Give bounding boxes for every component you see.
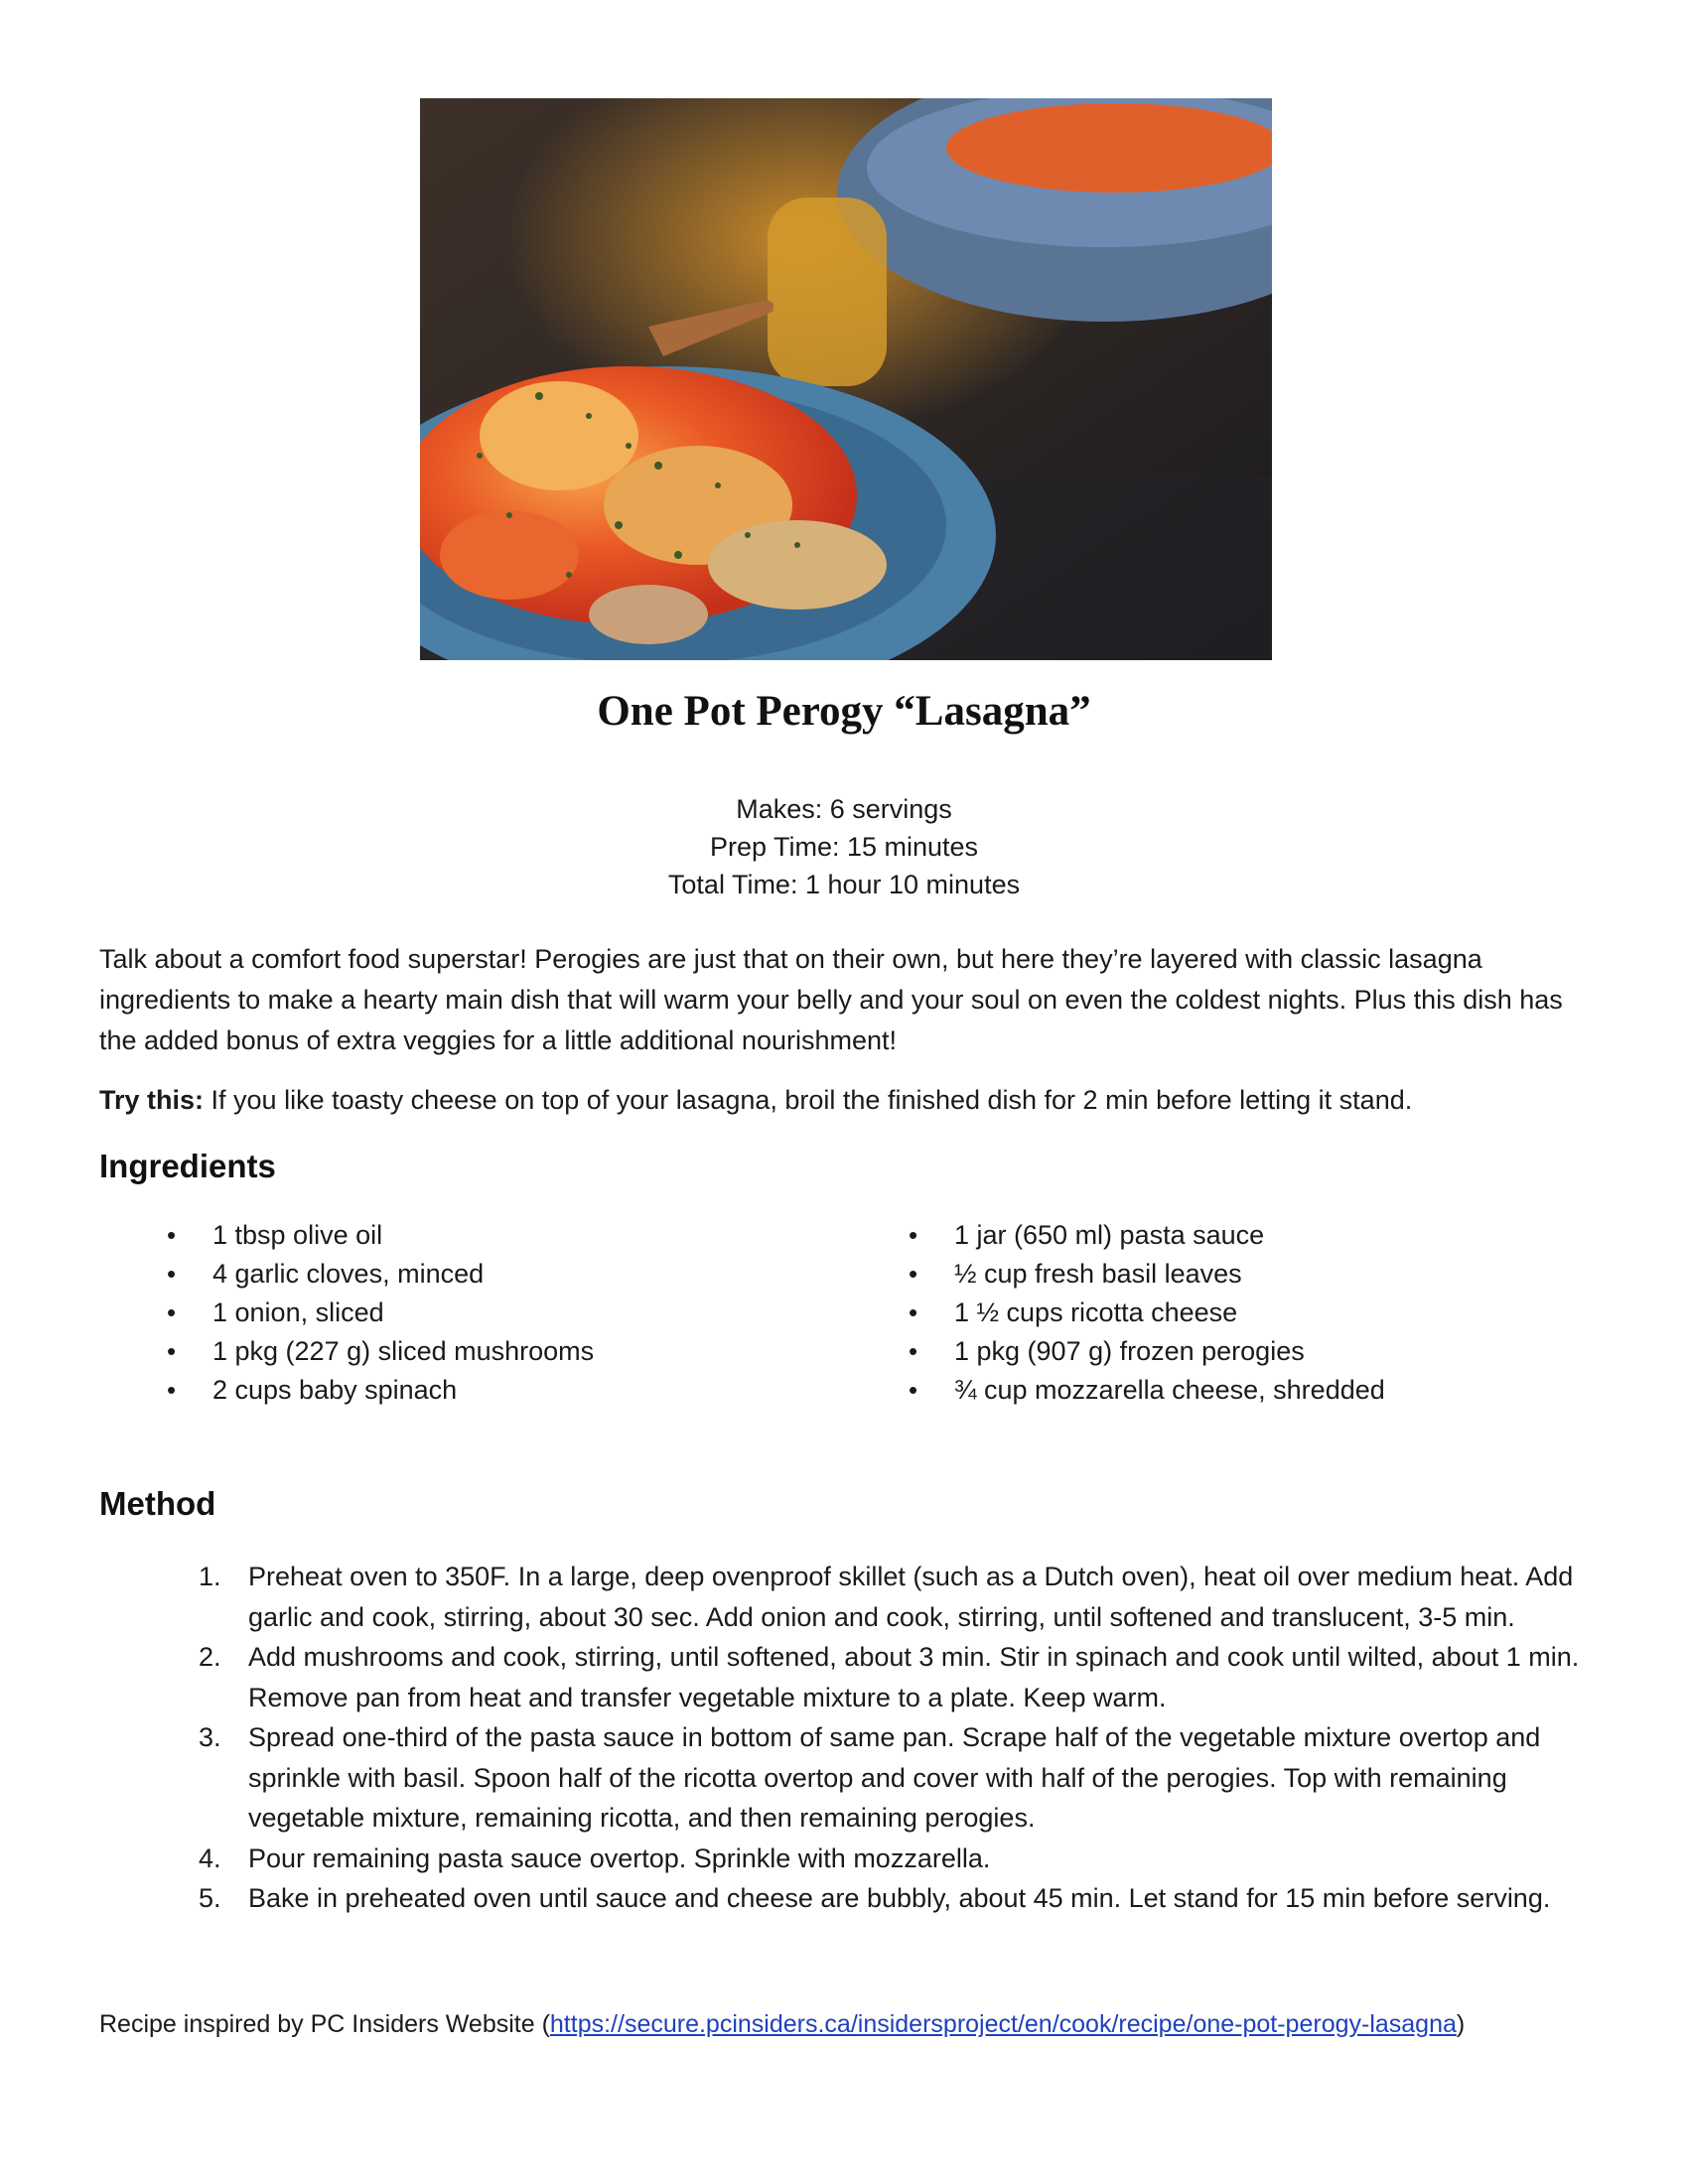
source-prefix: Recipe inspired by PC Insiders Website ( [99,2010,550,2038]
servings-text: Makes: 6 servings [736,794,952,824]
method-step [199,1637,1599,1717]
tip-text: If you like toasty cheese on top of your lasagna, broil the finished dish for 2 min before letting it stand. [204,1085,1413,1115]
tip-label: Try this: [99,1085,205,1115]
step-number: 2. [199,1642,221,1672]
step-text: Pour remaining pasta sauce overtop. Sprinkle with mozzarella. [248,1843,991,1873]
ingredients-list-right [909,1216,1385,1410]
ingredient-item: • 1 pkg (227 g) sliced mushrooms [167,1332,594,1371]
step-text: Bake in preheated oven until sauce and cheese are bubbly, about 45 min. Let stand for 15 min before serving. [248,1883,1551,1913]
source-link[interactable]: https://secure.pcinsiders.ca/insidersproject/en/cook/recipe/one-pot-perogy-lasagna [549,2010,1457,2038]
ingredient-item: • 2 cups baby spinach [167,1371,594,1410]
ingredient-item: • 1 jar (650 ml) pasta sauce [909,1216,1385,1255]
ingredient-item: • 1 tbsp olive oil [167,1216,594,1255]
recipe-photo [420,98,1272,660]
tip-paragraph [99,1080,1599,1121]
step-text: Preheat oven to 350F. In a large, deep ovenproof skillet (such as a Dutch oven), heat oil over medium heat. Add garlic and cook, stirring, about 30 sec. Add onion and cook, stirring, until softened and translucent, 3-5 min. [248,1562,1574,1632]
method-step [199,1717,1599,1839]
step-number: 3. [199,1722,221,1752]
method-step [199,1557,1599,1637]
intro-paragraph: Talk about a comfort food superstar! Perogies are just that on their own, but here they’re layered with classic lasagna ingredients to make a hearty main dish that will warm your belly and your soul on even the coldest nights. Plus this dish has the added bonus of extra veggies for a little additional nourishment! [99,944,1563,1055]
method-steps [199,1557,1599,1919]
ingredient-item: • ¾ cup mozzarella cheese, shredded [909,1371,1385,1410]
ingredients-list-left [167,1216,594,1410]
ingredient-item: • 1 onion, sliced [167,1294,594,1332]
source-suffix: ) [1456,2010,1466,2038]
ingredients-heading: Ingredients [99,1148,276,1184]
step-number: 1. [199,1562,221,1591]
method-step [199,1878,1599,1919]
step-number: 5. [199,1883,221,1913]
recipe-title: One Pot Perogy “Lasagna” [597,688,1091,735]
step-text: Spread one-third of the pasta sauce in bottom of same pan. Scrape half of the vegetable mixture overtop and sprinkle with basil. Spoon half of the ricotta overtop and cover with half of the perogies. Top with remaining vegetable mixture, remaining ricotta, and then remaining perogies. [248,1722,1541,1833]
method-step [199,1839,1599,1879]
method-heading: Method [99,1485,216,1522]
prep-time-text: Prep Time: 15 minutes [709,832,979,862]
ingredient-item: • 1 ½ cups ricotta cheese [909,1294,1385,1332]
step-text: Add mushrooms and cook, stirring, until softened, about 3 min. Stir in spinach and cook until wilted, about 1 min. Remove pan from heat and transfer vegetable mixture to a plate. Keep warm. [248,1642,1580,1712]
total-time-text: Total Time: 1 hour 10 minutes [667,870,1021,899]
recipe-source [99,2005,1559,2043]
ingredient-item: • ½ cup fresh basil leaves [909,1255,1385,1294]
ingredient-item: • 1 pkg (907 g) frozen perogies [909,1332,1385,1371]
recipe-meta [0,790,1688,903]
step-number: 4. [199,1843,221,1873]
ingredient-item: • 4 garlic cloves, minced [167,1255,594,1294]
